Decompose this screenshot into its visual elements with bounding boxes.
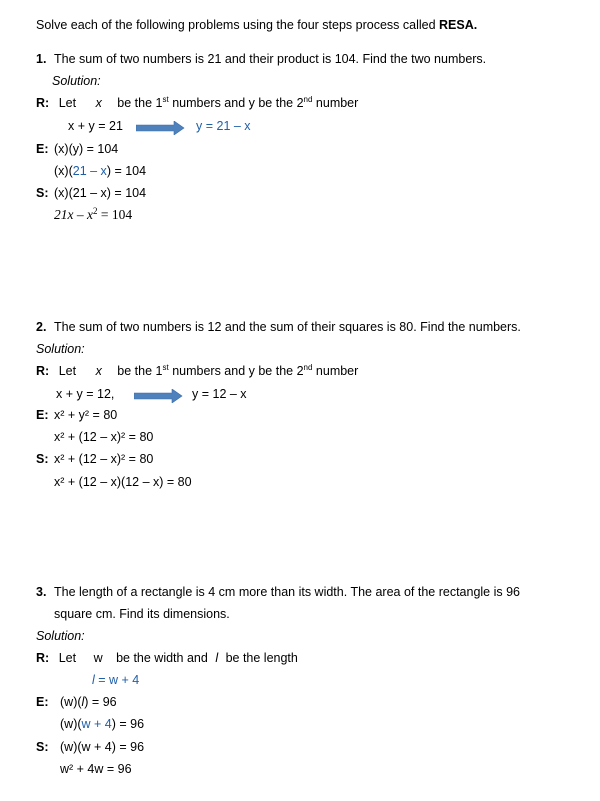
problem2-e-line1: x² + y² = 80	[54, 408, 118, 422]
e-line2-sub: w + 4	[81, 717, 112, 731]
problem3-e-line1	[60, 695, 117, 710]
ordinal-nd: nd	[303, 94, 313, 104]
problem2-e-line2: x² + (12 – x)² = 80	[54, 430, 154, 444]
e-line2-c: ) = 104	[106, 164, 147, 178]
ordinal-nd: nd	[303, 362, 313, 372]
be-text: be the 1	[117, 96, 163, 110]
e-label: E:	[36, 142, 49, 156]
problem1-e-line1: (x)(y) = 104	[54, 142, 119, 156]
s-line2-sup: 2	[92, 205, 98, 216]
problem1-s-line2	[54, 207, 132, 223]
ordinal-st: st	[162, 362, 169, 372]
problem2-solution-label: Solution:	[36, 342, 85, 356]
var-x: x	[95, 364, 102, 378]
problem3-r-step	[36, 651, 298, 666]
s-line2-b: = 104	[97, 207, 133, 222]
problem3-solution-label: Solution:	[36, 629, 85, 643]
var-l: l	[215, 651, 219, 665]
let-text: Let	[58, 96, 77, 110]
mid-text: numbers and y be the 2	[168, 96, 304, 110]
let-text: Let	[58, 364, 77, 378]
mid-text: numbers and y be the 2	[168, 364, 304, 378]
right-arrow-icon	[134, 389, 184, 403]
e-line2-c: ) = 96	[111, 717, 145, 731]
problem1-e-line2	[54, 164, 146, 179]
problem1-solution-label: Solution:	[52, 74, 101, 88]
problem2-text: The sum of two numbers is 12 and the sum of their squares is 80. Find the numbers.	[54, 320, 521, 334]
problem3-number: 3.	[36, 585, 47, 599]
e-line1-l: l	[81, 695, 85, 709]
s-label: S:	[36, 186, 49, 200]
problem3-s-line2: w² + 4w = 96	[60, 762, 132, 776]
problem1-s-line1: (x)(21 – x) = 104	[54, 186, 147, 200]
problem3-text-line1: The length of a rectangle is 4 cm more than its width. The area of the rectangle is 96	[54, 585, 520, 599]
eq1-rest: = w + 4	[94, 673, 140, 687]
right-arrow-icon	[136, 121, 186, 135]
problem1-eq1-result: y = 21 – x	[196, 119, 251, 133]
s-line2-a: 21x – x	[54, 207, 93, 222]
problem2-eq1-result: y = 12 – x	[192, 387, 247, 401]
problem3-text-line2: square cm. Find its dimensions.	[54, 607, 230, 621]
instructions-prefix: Solve each of the following problems using the four steps process called	[36, 18, 440, 32]
problem2-r-step	[36, 364, 358, 379]
end-text: number	[312, 96, 359, 110]
problem3-s-line1: (w)(w + 4) = 96	[60, 740, 145, 754]
r-label: R:	[36, 651, 50, 665]
ordinal-st: st	[162, 94, 169, 104]
e-label: E:	[36, 408, 49, 422]
e-line1-b: ) = 96	[84, 695, 117, 709]
s-label: S:	[36, 740, 49, 754]
var-w: w	[93, 651, 103, 665]
problem2-s-line2: x² + (12 – x)(12 – x) = 80	[54, 475, 192, 489]
e-line1-a: (w)(	[60, 695, 82, 709]
problem1-eq1: x + y = 21	[68, 119, 123, 133]
end-text: number	[312, 364, 359, 378]
be-width-text: be the width and	[116, 651, 208, 665]
problem3-e-line2	[60, 717, 144, 732]
e-line2-a: (x)(	[54, 164, 73, 178]
s-label: S:	[36, 452, 49, 466]
e-line2-sub: 21 – x	[72, 164, 107, 178]
problem2-number: 2.	[36, 320, 47, 334]
problem2-s-line1: x² + (12 – x)² = 80	[54, 452, 154, 466]
problem3-eq1	[92, 673, 139, 688]
eq1-l: l	[92, 673, 95, 687]
problem1-text: The sum of two numbers is 21 and their product is 104. Find the two numbers.	[54, 52, 487, 66]
let-text: Let	[58, 651, 77, 665]
e-label: E:	[36, 695, 49, 709]
be-length-text: be the length	[225, 651, 298, 665]
r-label: R:	[36, 96, 50, 110]
r-label: R:	[36, 364, 50, 378]
problem1-number: 1.	[36, 52, 47, 66]
problem2-eq1: x + y = 12,	[56, 387, 115, 401]
method-name: RESA.	[439, 18, 478, 32]
e-line2-a: (w)(	[60, 717, 82, 731]
var-x: x	[95, 96, 102, 110]
problem1-r-step	[36, 96, 358, 111]
instructions	[36, 18, 477, 33]
be-text: be the 1	[117, 364, 163, 378]
